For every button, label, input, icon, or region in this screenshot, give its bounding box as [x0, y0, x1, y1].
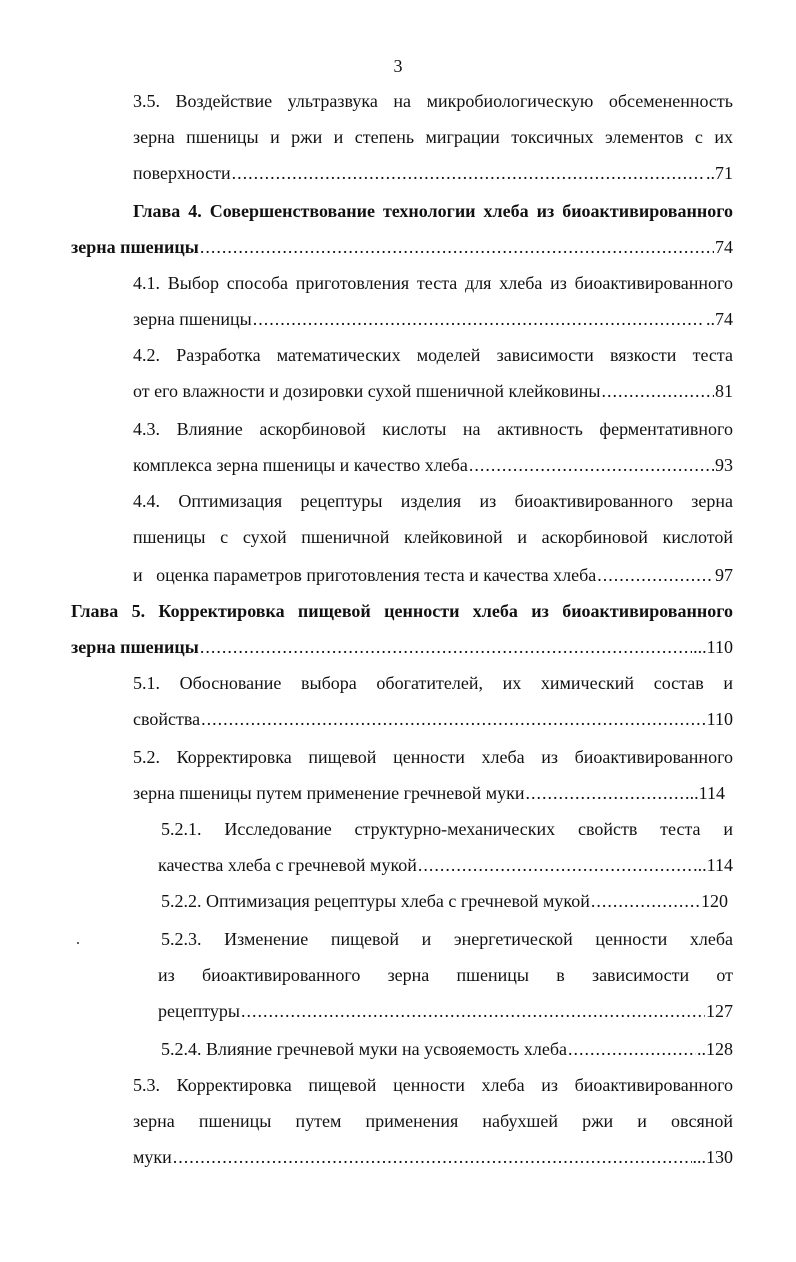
toc-entry[interactable]	[133, 708, 733, 730]
toc-entry[interactable]	[133, 782, 725, 804]
toc-entry[interactable]	[133, 308, 733, 330]
toc-line: зерна пшеницы и ржи и степень миграции токсичных элементов с их	[133, 127, 733, 147]
toc-page-ref: ..114	[689, 783, 725, 803]
toc-entry-title: зерна пшеницы	[71, 637, 199, 657]
toc-page-ref: ...110	[693, 637, 733, 657]
toc-line: зерна пшеницы путем применения набухшей ржи и овсяной	[133, 1111, 733, 1131]
dot-leader	[241, 1000, 705, 1022]
chapter-heading-line: Глава 4. Совершенствование технологии хлеба из биоактивированного	[133, 201, 733, 221]
toc-page-ref: ..71	[706, 163, 733, 183]
page-number: 3	[393, 56, 403, 76]
toc-chapter-entry[interactable]	[71, 636, 733, 658]
toc-entry-title: комплекса зерна пшеницы и качество хлеба	[133, 455, 468, 475]
toc-line: 5.2. Корректировка пищевой ценности хлеба из биоактивированного	[133, 747, 733, 767]
dot-leader	[253, 308, 705, 330]
dot-leader	[201, 708, 706, 730]
dot-leader	[591, 890, 700, 912]
toc-line: 5.3. Корректировка пищевой ценности хлеба из биоактивированного	[133, 1075, 733, 1095]
toc-line: 5.1. Обоснование выбора обогатителей, их химический состав и	[133, 673, 733, 693]
toc-entry[interactable]	[133, 1146, 733, 1168]
dot-leader	[568, 1038, 696, 1060]
toc-page-ref: ...114	[693, 855, 733, 875]
toc-page-ref: 93	[715, 455, 733, 475]
toc-line: 5.2.1. Исследование структурно-механических свойств теста и	[161, 819, 733, 839]
toc-entry-title: зерна пшеницы	[71, 237, 199, 257]
dot-leader	[173, 1146, 692, 1168]
toc-line: из биоактивированного зерна пшеницы в зависимости от	[158, 965, 733, 985]
dot-leader	[200, 236, 714, 258]
toc-line: 4.2. Разработка математических моделей зависимости вязкости теста	[133, 345, 733, 365]
toc-page-ref: 97	[715, 565, 733, 585]
toc-entry-title: поверхности	[133, 163, 231, 183]
toc-entry[interactable]	[158, 854, 733, 876]
toc-chapter-entry[interactable]	[71, 236, 733, 258]
toc-entry-title: свойства	[133, 709, 201, 729]
dot-leader	[525, 782, 688, 804]
scan-speck	[77, 942, 79, 944]
dot-leader	[418, 854, 692, 876]
toc-page-ref: 127	[706, 1001, 733, 1021]
toc-entry-title: 5.2.2. Оптимизация рецептуры хлеба с гречневой мукой	[161, 891, 590, 911]
dot-leader	[232, 162, 705, 184]
toc-line: 5.2.3. Изменение пищевой и энергетической ценности хлеба	[161, 929, 733, 949]
toc-entry-title: 5.2.4. Влияние гречневой муки на усвояемость хлеба	[161, 1039, 567, 1059]
toc-page-ref: ..74	[706, 309, 733, 329]
toc-line: пшеницы с сухой пшеничной клейковиной и аскорбиновой кислотой	[133, 527, 733, 547]
toc-entry[interactable]	[133, 162, 733, 184]
toc-page-ref: ...130	[692, 1147, 733, 1167]
dot-leader	[602, 380, 714, 402]
dot-leader	[469, 454, 714, 476]
toc-page-ref: ..128	[697, 1039, 733, 1059]
toc-page-ref: 110	[706, 709, 733, 729]
dot-leader	[200, 636, 692, 658]
dot-leader	[597, 564, 714, 586]
toc-entry[interactable]	[133, 564, 733, 586]
toc-entry[interactable]	[161, 890, 728, 912]
toc-entry[interactable]	[133, 454, 733, 476]
toc-entry[interactable]	[161, 1038, 733, 1060]
toc-line: 4.4. Оптимизация рецептуры изделия из биоактивированного зерна	[133, 491, 733, 511]
toc-entry-title: качества хлеба с гречневой мукой	[158, 855, 417, 875]
toc-entry-title: зерна пшеницы	[133, 309, 252, 329]
toc-page-ref: 120	[701, 891, 728, 911]
toc-entry-title: муки	[133, 1147, 172, 1167]
toc-entry-title: рецептуры	[158, 1001, 240, 1021]
toc-line: 3.5. Воздействие ультразвука на микробиологическую обсемененность	[133, 91, 733, 111]
toc-entry-title: и оценка параметров приготовления теста и качества хлеба	[133, 565, 597, 585]
toc-entry[interactable]	[133, 380, 733, 402]
toc-line: 4.1. Выбор способа приготовления теста для хлеба из биоактивированного	[133, 273, 733, 293]
toc-page-ref: 81	[715, 381, 733, 401]
toc-page-ref: 74	[715, 237, 733, 257]
toc-entry[interactable]	[158, 1000, 733, 1022]
chapter-heading-line: Глава 5. Корректировка пищевой ценности хлеба из биоактивированного	[71, 601, 733, 621]
toc-entry-title: от его влажности и дозировки сухой пшеничной клейковины	[133, 381, 601, 401]
toc-line: 4.3. Влияние аскорбиновой кислоты на активность ферментативного	[133, 419, 733, 439]
toc-entry-title: зерна пшеницы путем применение гречневой муки	[133, 783, 525, 803]
